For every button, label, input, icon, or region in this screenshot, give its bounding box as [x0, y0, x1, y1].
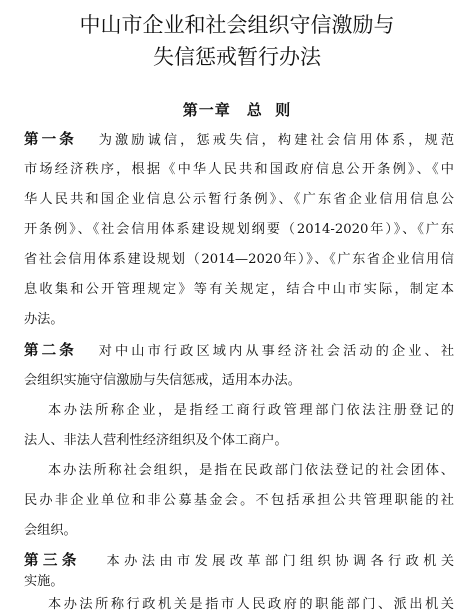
article-1-text: 为激励诚信，惩戒失信，构建社会信用体系，规范 — [98, 133, 454, 148]
article-2-text: 对中山市行政区域内从事经济社会活动的企业、社 — [98, 344, 454, 359]
article-1-line-5: 省社会信用体系建设规划（2014—2020年）》、《广东省企业信用信 — [24, 252, 454, 267]
document-title-line-1: 中山市企业和社会组织守信激励与 — [79, 13, 395, 37]
article-2-para-2-line-1: 本办法所称企业，是指经工商行政管理部门依法注册登记的 — [48, 403, 454, 418]
article-3-text: 本办法由市发展改革部门组织协调各行政机关 — [106, 554, 454, 569]
article-2-para-3-line-2: 民办非企业单位和非公募基金会。不包括承担公共管理职能的社 — [24, 493, 454, 508]
article-2-label: 第二条 — [24, 343, 77, 359]
article-2-para-3-line-3: 会组织。 — [24, 523, 77, 538]
article-3-para-2-line-1: 本办法所称行政机关是指市人民政府的职能部门、派出机关 — [48, 597, 454, 612]
article-1-line-4: 开条例》、《社会信用体系建设规划纲要（2014-2020年）》、《广东 — [24, 222, 454, 237]
article-2-line-1 — [24, 341, 454, 362]
chapter-name: 总 则 — [246, 101, 292, 119]
chapter-heading — [0, 99, 474, 121]
article-3-label: 第三条 — [24, 553, 81, 569]
article-1-line-1 — [24, 130, 454, 151]
article-2-line-2: 会组织实施守信激励与失信惩戒，适用本办法。 — [24, 373, 301, 388]
article-2-para-2-line-2: 法人、非法人营利性经济组织及个体工商户。 — [24, 433, 288, 448]
article-2-para-3-line-1: 本办法所称社会组织，是指在民政部门依法登记的社会团体、 — [48, 463, 454, 478]
article-1-line-3: 华人民共和国企业信息公示暂行条例》、《广东省企业信用信息公 — [24, 192, 454, 207]
article-3-line-2: 实施。 — [24, 574, 64, 589]
article-3-line-1 — [24, 551, 454, 572]
article-1-label: 第一条 — [24, 132, 77, 148]
chapter-number: 第一章 — [182, 101, 231, 119]
article-1-line-2: 市场经济秩序，根据《中华人民共和国政府信息公开条例》、《中 — [24, 162, 454, 177]
document-title-line-2: 失信惩戒暂行办法 — [153, 45, 321, 69]
article-1-line-6: 息收集和公开管理规定》等有关规定，结合中山市实际，制定本 — [24, 282, 454, 297]
article-1-line-7: 办法。 — [24, 312, 64, 327]
